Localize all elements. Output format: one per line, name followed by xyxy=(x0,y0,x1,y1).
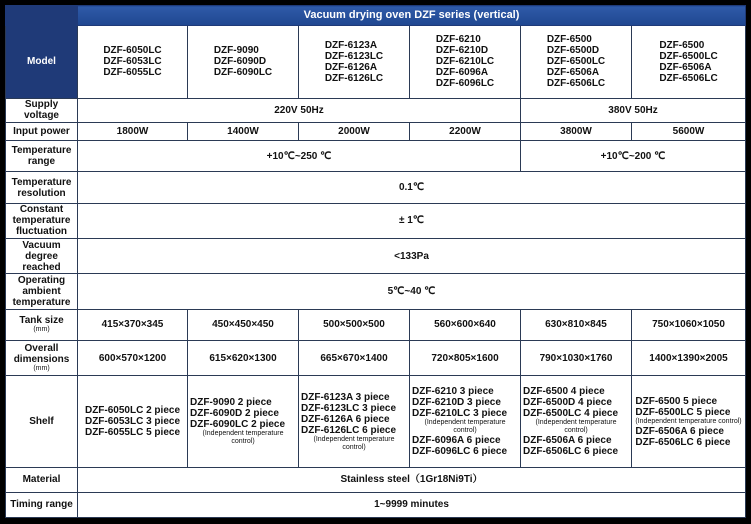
table-title: Vacuum drying oven DZF series (vertical) xyxy=(78,6,746,26)
row-label-tank-size: Tank size (mm) xyxy=(6,309,78,340)
overall-dimensions-cell: 600×570×1200 xyxy=(78,341,188,376)
model-list: DZF-6123A DZF-6123LC DZF-6126A DZF-6126LC xyxy=(324,39,384,84)
model-list: DZF-6210 DZF-6210D DZF-6210LC DZF-6096A DZF-6096LC xyxy=(435,34,495,90)
model-list: DZF-6500 DZF-6500D DZF-6500LC DZF-6506A DZF-6506LC xyxy=(546,34,606,90)
tank-size-cell: 750×1060×1050 xyxy=(632,309,746,340)
model-cell-6 xyxy=(632,25,746,98)
tank-size-cell: 630×810×845 xyxy=(521,309,632,340)
overall-dimensions-cell: 615×620×1300 xyxy=(188,341,299,376)
spec-table xyxy=(5,5,746,518)
temperature-range-250: +10℃~250 ℃ xyxy=(78,141,521,172)
supply-voltage-380: 380V 50Hz xyxy=(521,98,746,122)
row-label-model: Model xyxy=(6,25,78,98)
shelf-cell-1: DZF-6050LC 2 piece DZF-6053LC 3 piece DZF-6055LC 5 piece xyxy=(78,376,188,468)
row-label-temperature-range: Temperature range xyxy=(6,141,78,172)
input-power-cell: 2200W xyxy=(410,122,521,141)
overall-dimensions-cell: 1400×1390×2005 xyxy=(632,341,746,376)
supply-voltage-220: 220V 50Hz xyxy=(78,98,521,122)
row-label-input-power: Input power xyxy=(6,122,78,141)
model-cell-4 xyxy=(410,25,521,98)
material-value: Stainless steel（1Gr18Ni9Ti） xyxy=(78,467,746,492)
row-label-timing-range: Timing range xyxy=(6,492,78,517)
model-cell-1 xyxy=(78,25,188,98)
input-power-cell: 1800W xyxy=(78,122,188,141)
timing-range-value: 1~9999 minutes xyxy=(78,492,746,517)
row-label-temperature-resolution: Temperature resolution xyxy=(6,172,78,203)
shelf-cell-5: DZF-6500 4 piece DZF-6500D 4 piece DZF-6500LC 4 piece (Independent temperature control) DZF-6506A 6 piece DZF-6506LC 6 piece xyxy=(521,376,632,468)
input-power-cell: 5600W xyxy=(632,122,746,141)
shelf-note: (Independent temperature control) xyxy=(424,419,506,435)
fluctuation-value: ± 1℃ xyxy=(78,203,746,238)
row-label-ambient: Operating ambient temperature xyxy=(6,274,78,309)
model-list: DZF-9090 DZF-6090D DZF-6090LC xyxy=(213,45,273,79)
tank-size-cell: 560×600×640 xyxy=(410,309,521,340)
temperature-range-200: +10℃~200 ℃ xyxy=(521,141,746,172)
tank-size-cell: 415×370×345 xyxy=(78,309,188,340)
model-cell-3 xyxy=(299,25,410,98)
model-cell-2 xyxy=(188,25,299,98)
input-power-cell: 2000W xyxy=(299,122,410,141)
row-label-material: Material xyxy=(6,467,78,492)
shelf-note: (Independent temperature control) xyxy=(313,435,395,451)
shelf-note: (Independent temperature control) xyxy=(202,430,284,446)
shelf-note: (Independent temperature control) xyxy=(535,419,617,435)
shelf-cell-4: DZF-6210 3 piece DZF-6210D 3 piece DZF-6210LC 3 piece (Independent temperature control) DZF-6096A 6 piece DZF-6096LC 6 piece xyxy=(410,376,521,468)
row-label-overall-dimensions: Overall dimensions (mm) xyxy=(6,341,78,376)
tank-size-cell: 500×500×500 xyxy=(299,309,410,340)
model-list: DZF-6500 DZF-6500LC DZF-6506A DZF-6506LC xyxy=(659,39,718,84)
vacuum-value: <133Pa xyxy=(78,239,746,274)
tank-size-cell: 450×450×450 xyxy=(188,309,299,340)
shelf-cell-3: DZF-6123A 3 piece DZF-6123LC 3 piece DZF-6126A 6 piece DZF-6126LC 6 piece (Independent temperature control) xyxy=(299,376,410,468)
ambient-value: 5℃~40 ℃ xyxy=(78,274,746,309)
shelf-note: (Independent temperature control) xyxy=(635,417,742,425)
row-label-supply-voltage: Supply voltage xyxy=(6,98,78,122)
input-power-cell: 1400W xyxy=(188,122,299,141)
row-label-fluctuation: Constant temperature fluctuation xyxy=(6,203,78,238)
input-power-cell: 3800W xyxy=(521,122,632,141)
overall-dimensions-cell: 665×670×1400 xyxy=(299,341,410,376)
shelf-cell-2: DZF-9090 2 piece DZF-6090D 2 piece DZF-6090LC 2 piece (Independent temperature control) xyxy=(188,376,299,468)
header-corner xyxy=(6,6,78,26)
overall-dimensions-cell: 790×1030×1760 xyxy=(521,341,632,376)
overall-dimensions-cell: 720×805×1600 xyxy=(410,341,521,376)
shelf-cell-6: DZF-6500 5 piece DZF-6500LC 5 piece (Independent temperature control) DZF-6506A 6 piece DZF-6506LC 6 piece xyxy=(632,376,746,468)
temperature-resolution-value: 0.1℃ xyxy=(78,172,746,203)
row-label-shelf: Shelf xyxy=(6,376,78,468)
model-list: DZF-6050LC DZF-6053LC DZF-6055LC xyxy=(103,45,162,79)
model-cell-5 xyxy=(521,25,632,98)
row-label-vacuum: Vacuum degree reached xyxy=(6,239,78,274)
